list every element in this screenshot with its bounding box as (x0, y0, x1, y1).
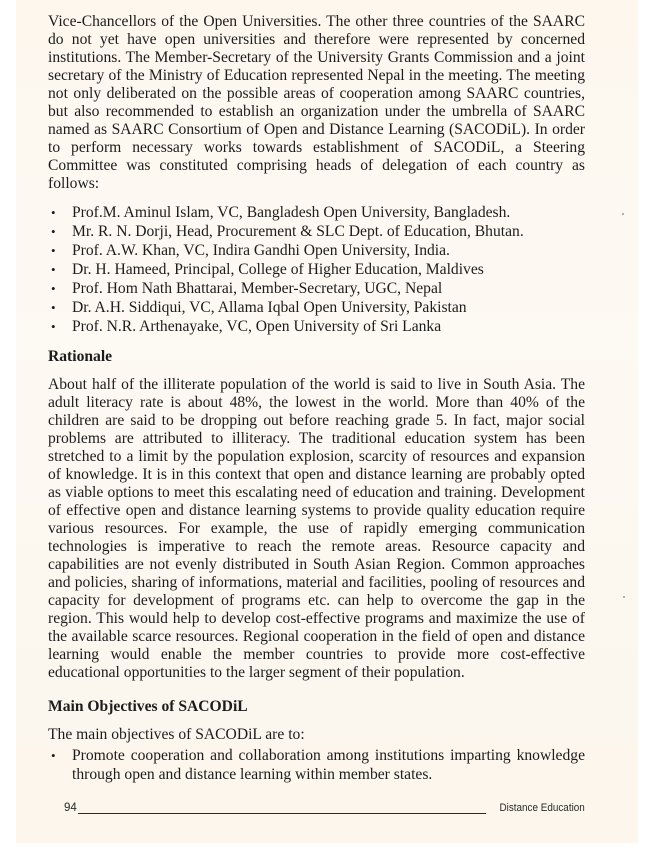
book-title: Distance Education (499, 802, 585, 814)
scan-speck (623, 596, 625, 598)
bullet-icon: • (51, 262, 56, 277)
objectives-heading: Main Objectives of SACODiL (48, 698, 248, 715)
footer-rule (78, 813, 486, 814)
list-item: • Dr. A.H. Siddiqui, VC, Allama Iqbal Open University, Pakistan (51, 299, 467, 316)
list-item: • Dr. H. Hameed, Principal, College of Higher Education, Maldives (51, 261, 484, 278)
bullet-icon: • (51, 319, 56, 334)
bullet-icon: • (51, 748, 56, 763)
list-item: • Prof.M. Aminul Islam, VC, Bangladesh Open University, Bangladesh. (51, 204, 511, 221)
rationale-paragraph: About half of the illiterate population of the world is said to live in South Asia. The adult literacy rate is about 48%, the lowest in the world. More than 40% of the children are said to be dropping out before reaching grade 5. In fact, major social problems are attributed to illiteracy. The traditional education system has been stretched to a limit by the population explosion, scarcity of resources and expansion of knowledge. It is in this context that open and distance learning are probably opted as viable options to meet this escalating need of education and training. Development of effective open and distance learning systems to provide quality education require various resources. For example, the use of rapidly emerging communication technologies is imperative to reach the remote areas. Resource capacity and capabilities are not evenly distributed in South Asian Region. Common approaches and policies, sharing of informations, material and facilities, pooling of resources and capacity for development of programs etc. can help to overcome the gap in the region. This would help to develop cost-effective programs and maximize the use of the available scarce resources. Regional cooperation in the field of open and distance learning would enable the member countries to provide more cost-effective educational opportunities to the larger segment of their population. (48, 376, 585, 681)
list-item: • Prof. Hom Nath Bhattarai, Member-Secretary, UGC, Nepal (51, 280, 443, 297)
page-number: 94 (64, 802, 77, 814)
objectives-intro: The main objectives of SACODiL are to: (48, 726, 305, 743)
steering-committee-list (48, 203, 585, 336)
bullet-icon: • (51, 281, 56, 296)
objectives-list (48, 746, 585, 784)
bullet-icon: • (51, 300, 56, 315)
intro-paragraph: Vice-Chancellors of the Open Universities. The other three countries of the SAARC do not yet have open universities and therefore were represented by concerned institutions. The Member-Secretary of the University Grants Commission and a joint secretary of the Ministry of Education represented Nepal in the meeting. The meeting not only deliberated on the possible areas of cooperation among SAARC countries, but also recommended to establish an organization under the umbrella of SAARC named as SAARC Consortium of Open and Distance Learning (SACODiL). In order to perform necessary works towards establishment of SACODiL, a Steering Committee was constituted comprising heads of delegation of each country as follows: (48, 13, 585, 192)
page-body (48, 13, 585, 784)
list-item: • Mr. R. N. Dorji, Head, Procurement & SLC Dept. of Education, Bhutan. (51, 223, 524, 240)
bullet-icon: • (51, 224, 56, 239)
bullet-icon: • (51, 243, 56, 258)
list-item: • Prof. A.W. Khan, VC, Indira Gandhi Open University, India. (51, 242, 450, 259)
page-footer (64, 797, 585, 815)
list-item: • Prof. N.R. Arthenayake, VC, Open University of Sri Lanka (51, 318, 442, 335)
scan-speck (622, 213, 624, 215)
bullet-icon: • (51, 205, 56, 220)
rationale-heading: Rationale (48, 348, 113, 365)
list-item: • Promote cooperation and collaboration among institutions imparting knowledge through open and distance learning within member states. (51, 747, 585, 783)
